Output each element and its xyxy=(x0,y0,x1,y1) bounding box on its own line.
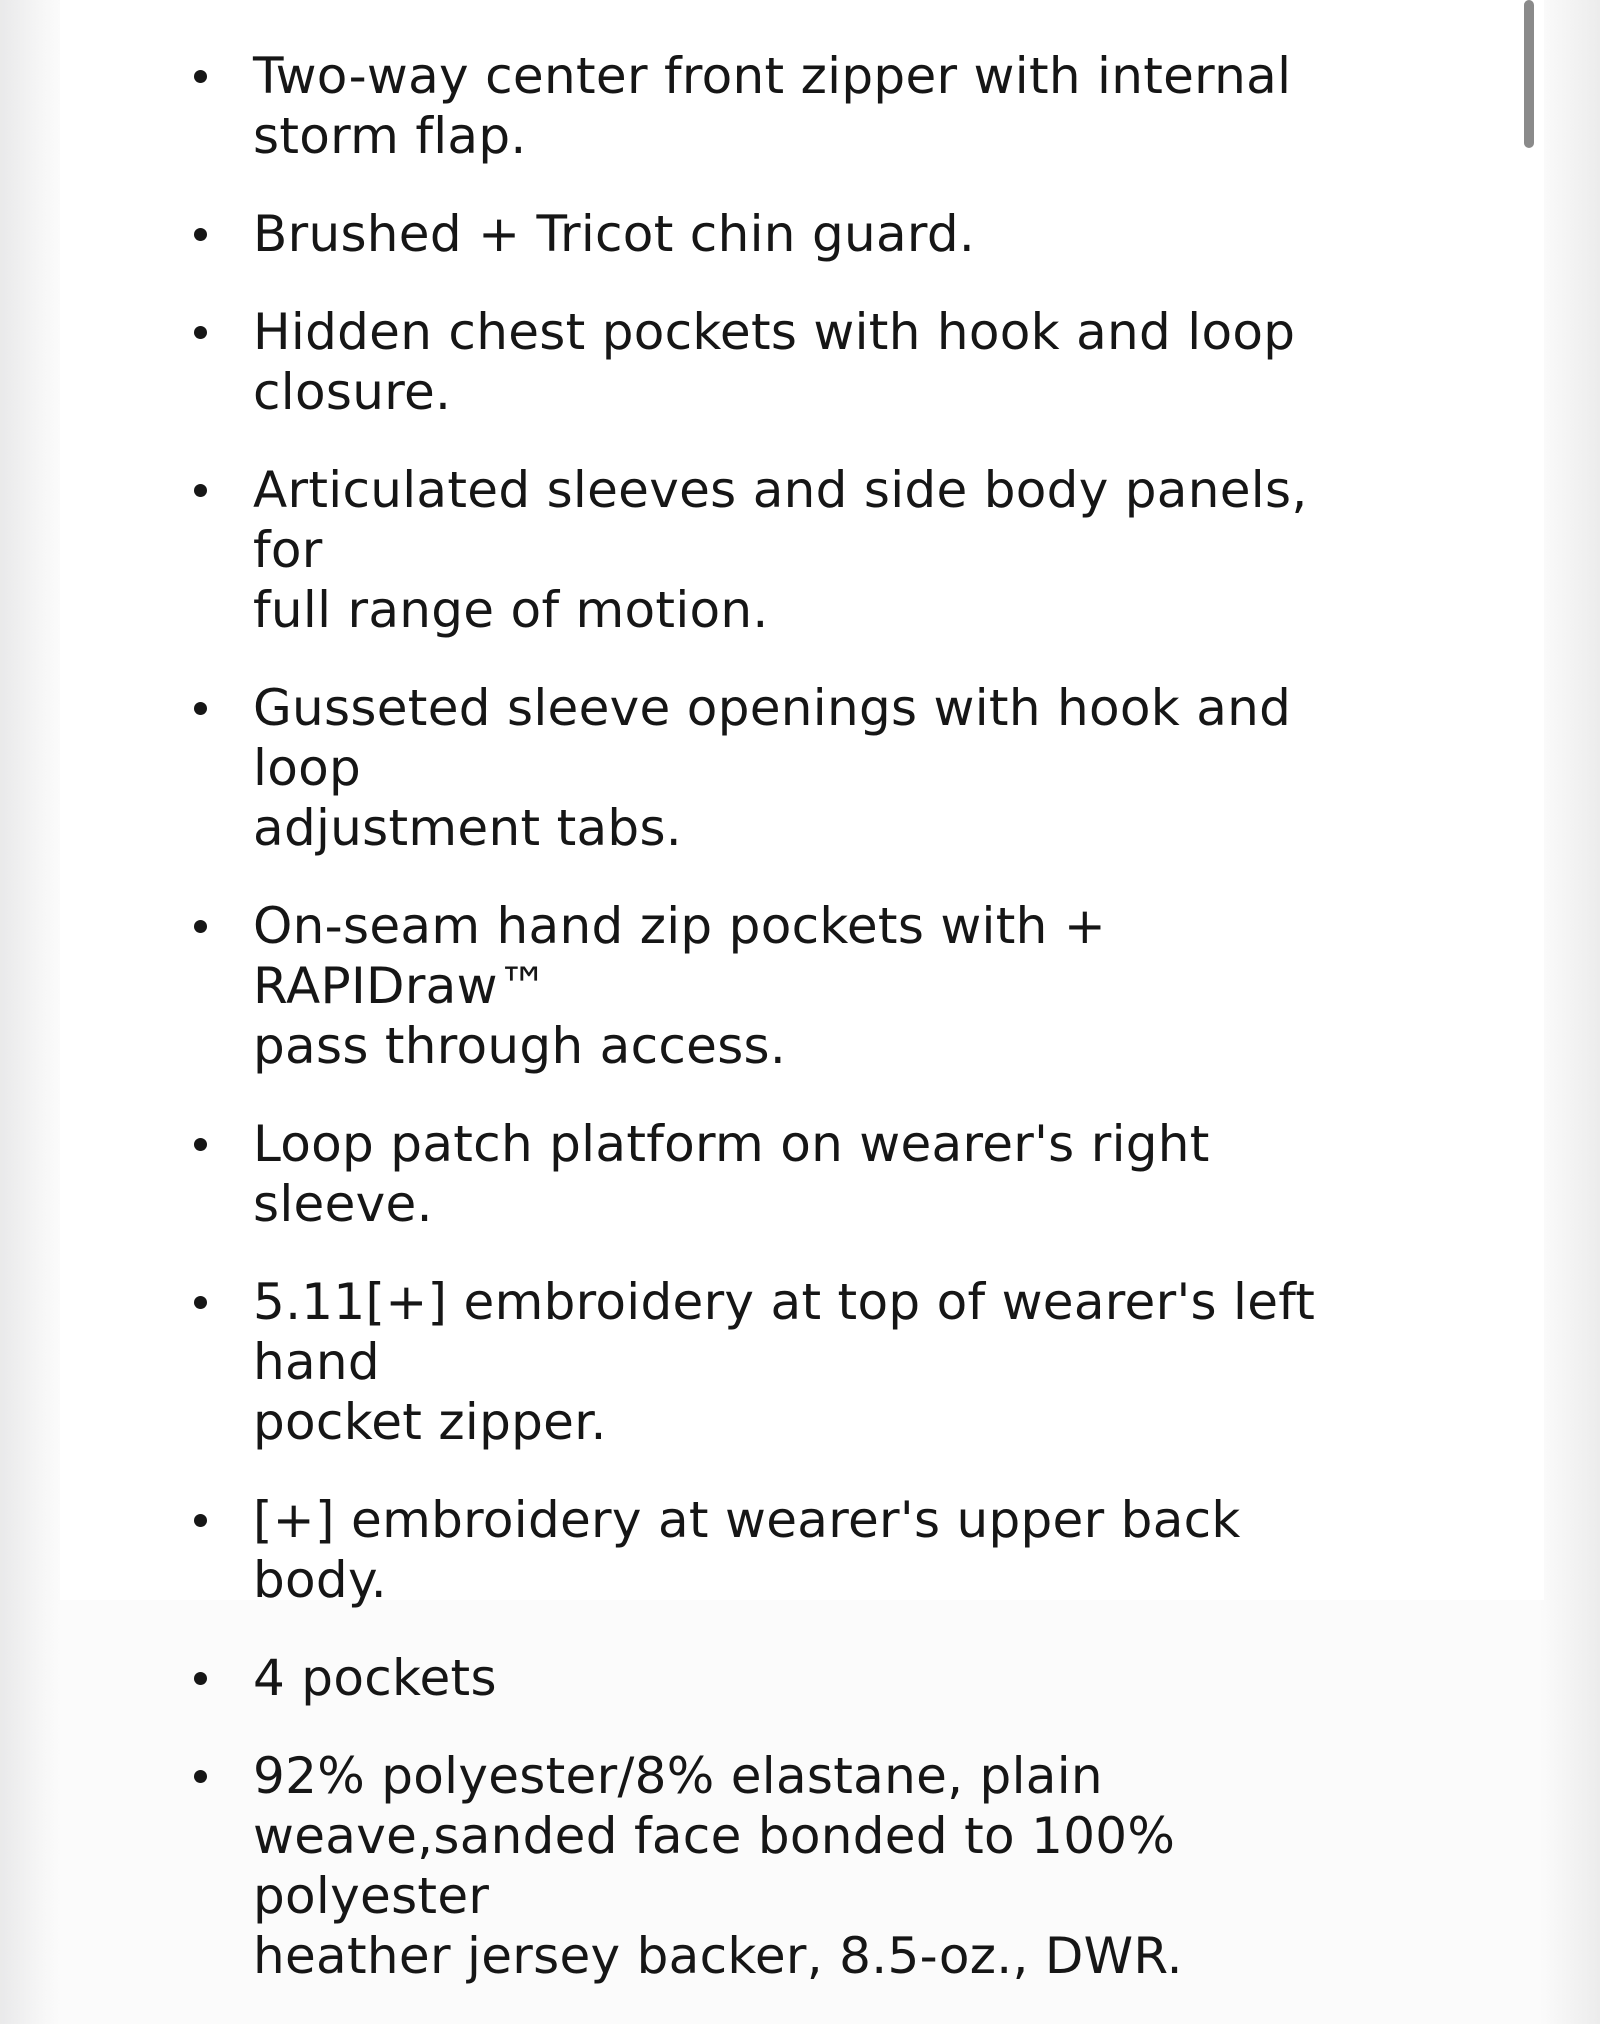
list-item-text: [+] embroidery at wearer's upper back body. xyxy=(253,1491,1241,1609)
list-item-text: 4 pockets xyxy=(253,1649,497,1707)
list-item xyxy=(60,1648,1360,1708)
scrollbar-thumb[interactable] xyxy=(1524,0,1534,148)
list-item xyxy=(60,678,1360,858)
list-item-text: Loop patch platform on wearer's right sleeve. xyxy=(253,1115,1210,1233)
list-item xyxy=(60,1114,1360,1234)
feature-list xyxy=(60,46,1360,2024)
bullet-icon xyxy=(194,326,207,339)
bullet-icon xyxy=(194,1770,207,1783)
list-item xyxy=(60,204,1360,264)
list-item xyxy=(60,302,1360,422)
list-item-text: Hidden chest pockets with hook and loop closure. xyxy=(253,303,1296,421)
list-item xyxy=(60,1746,1360,1986)
list-item-text: On-seam hand zip pockets with + RAPIDraw™ pass through access. xyxy=(253,897,1107,1075)
list-item-text: Articulated sleeves and side body panels, for full range of motion. xyxy=(253,461,1308,639)
bullet-icon xyxy=(194,1138,207,1151)
list-item-text: Two-way center front zipper with internal storm flap. xyxy=(253,47,1292,165)
bullet-icon xyxy=(194,1296,207,1309)
list-item-text: 92% polyester/8% elastane, plain weave,sanded face bonded to 100% polyester heather jersey backer, 8.5-oz., DWR. xyxy=(253,1747,1183,1985)
list-item xyxy=(60,460,1360,640)
list-item xyxy=(60,46,1360,166)
list-item xyxy=(60,1490,1360,1610)
bullet-icon xyxy=(194,484,207,497)
bullet-icon xyxy=(194,228,207,241)
content-page xyxy=(60,0,1544,1985)
bullet-icon xyxy=(194,1514,207,1527)
bullet-icon xyxy=(194,920,207,933)
list-item-text: Brushed + Tricot chin guard. xyxy=(253,205,976,263)
list-item-text: 5.11[+] embroidery at top of wearer's left hand pocket zipper. xyxy=(253,1273,1316,1451)
bullet-icon xyxy=(194,702,207,715)
list-item xyxy=(60,896,1360,1076)
list-item-text: Gusseted sleeve openings with hook and loop adjustment tabs. xyxy=(253,679,1292,857)
bullet-icon xyxy=(194,70,207,83)
list-item xyxy=(60,1272,1360,1452)
bullet-icon xyxy=(194,1672,207,1685)
